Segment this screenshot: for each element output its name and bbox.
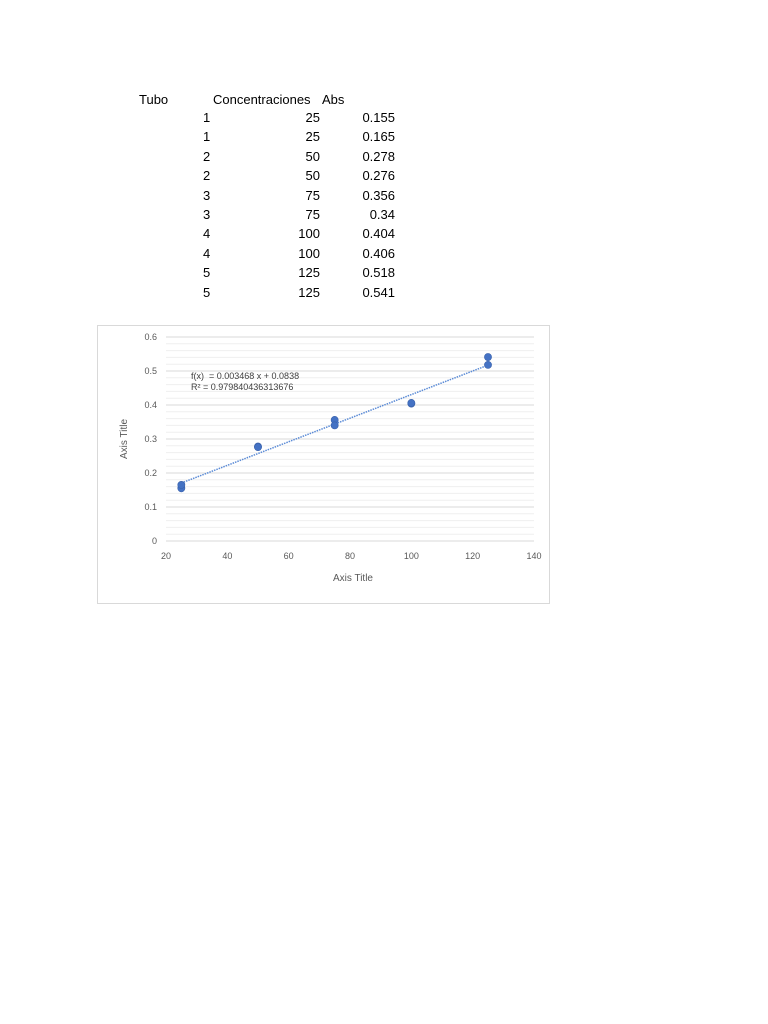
cell-abs: 0.518 [362,265,395,281]
header-concentraciones: Concentraciones [213,92,311,107]
table-row [0,246,420,265]
cell-tubo: 1 [203,129,211,145]
cell-concentracion: 75 [305,207,320,222]
cell-concentracion: 25 [305,110,320,125]
cell-concentracion: 125 [298,284,320,300]
cell-concentracion: 100 [298,226,320,242]
table-row [0,188,420,207]
cell-tubo: 1 [203,110,211,125]
x-tick-label: 80 [344,551,356,561]
table-row [0,149,420,168]
table-row [0,129,420,148]
cell-abs: 0.165 [362,129,395,145]
cell-concentracion: 75 [305,187,320,203]
cell-abs: 0.541 [362,284,395,300]
table-row [0,168,420,187]
data-point [331,422,338,429]
data-point [408,399,415,406]
x-tick-label: 120 [465,551,481,561]
header-abs: Abs [322,92,345,107]
cell-concentracion: 125 [298,265,320,281]
y-tick-label: 0.2 [144,468,157,478]
cell-tubo: 2 [203,168,211,184]
data-point [254,444,261,451]
cell-concentracion: 100 [298,245,320,261]
cell-abs: 0.404 [362,226,395,242]
cell-abs: 0.278 [362,148,395,164]
y-tick-label: 0.5 [144,366,157,376]
cell-tubo: 4 [203,245,211,261]
trendline-r-squared: R² = 0.979840436313676 [191,382,294,392]
x-tick-label: 40 [222,551,233,561]
cell-concentracion: 25 [305,129,320,145]
x-tick-label: 100 [403,551,419,561]
cell-abs: 0.356 [362,187,395,203]
chart-area [97,325,550,604]
table-row [0,110,420,129]
y-tick-label: 0 [151,536,157,546]
table-row [0,265,420,284]
cell-concentracion: 50 [305,168,320,184]
x-tick-label: 60 [283,551,294,561]
cell-tubo: 5 [203,265,211,281]
data-point [484,361,491,368]
x-tick-label: 20 [160,551,172,561]
data-point [484,353,491,360]
cell-abs: 0.155 [362,110,395,125]
table-row [0,285,420,304]
x-axis-title: Axis Title [332,573,374,584]
y-tick-label: 0.6 [144,332,157,342]
x-tick-label: 140 [526,551,542,561]
cell-tubo: 3 [203,207,211,222]
cell-concentracion: 50 [305,148,320,164]
cell-abs: 0.34 [369,207,395,222]
scatter-chart [98,326,551,605]
cell-abs: 0.276 [362,168,395,184]
y-tick-label: 0.3 [144,434,157,444]
y-axis-title: Axis Title [119,418,130,460]
cell-tubo: 5 [203,284,211,300]
header-tubo: Tubo [139,92,169,107]
cell-tubo: 3 [203,187,211,203]
cell-abs: 0.406 [362,245,395,261]
trendline-equation: f(x) = 0.003468 x + 0.0838 [191,371,300,381]
data-point [178,481,185,488]
cell-tubo: 4 [203,226,211,242]
y-tick-label: 0.1 [144,502,157,512]
table-row [0,207,420,226]
y-tick-label: 0.4 [144,400,157,410]
table-row [0,226,420,245]
cell-tubo: 2 [203,148,211,164]
